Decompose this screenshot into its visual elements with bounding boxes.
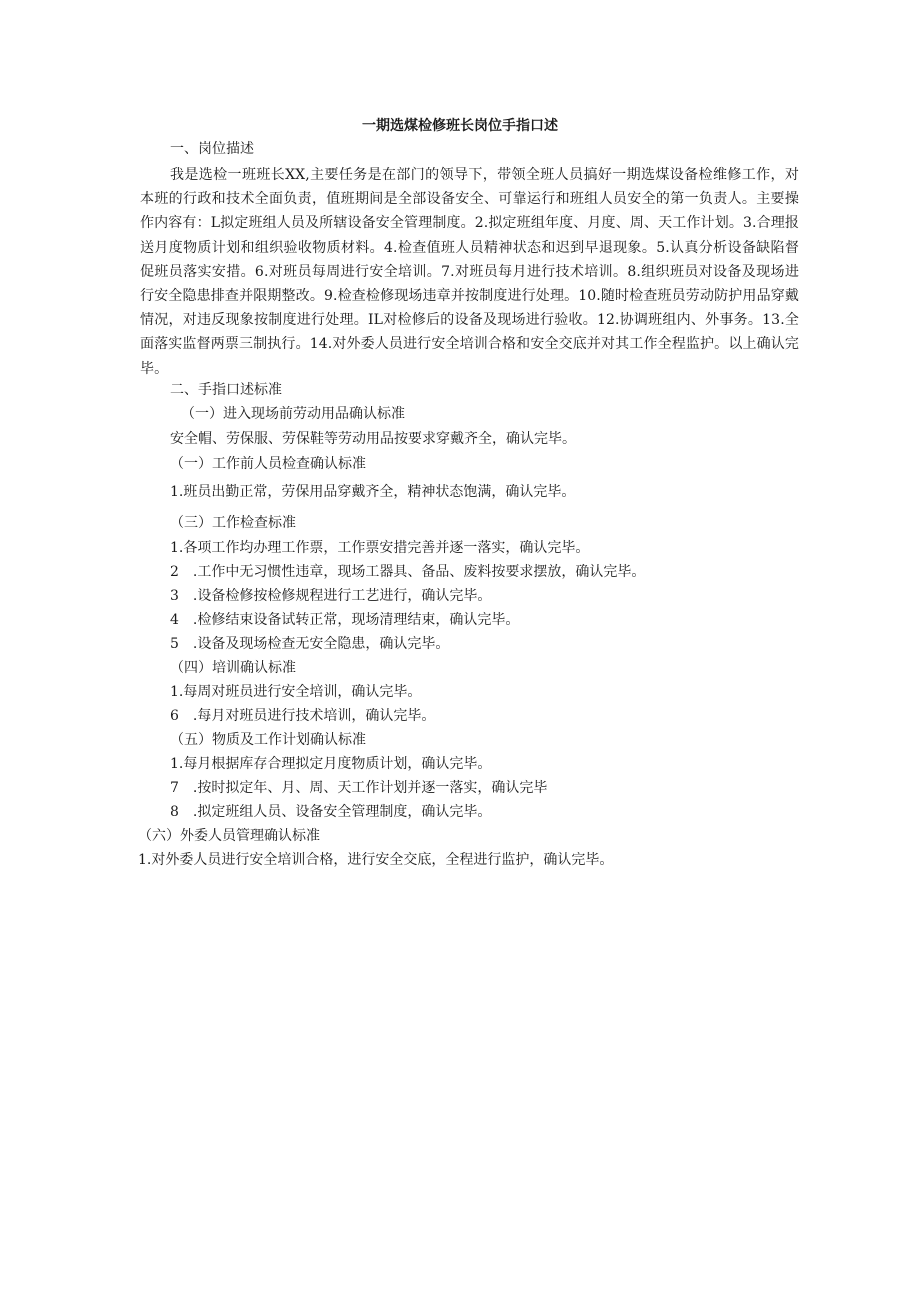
list-item: 1.每周对班员进行安全培训，确认完毕。	[170, 684, 422, 700]
list-item: 安全帽、劳保服、劳保鞋等劳动用品按要求穿戴齐全，确认完毕。	[170, 431, 576, 447]
list-item: 1.班员出勤正常，劳保用品穿戴齐全，精神状态饱满，确认完毕。	[170, 484, 576, 500]
list-item: 3 .设备检修按检修规程进行工艺进行，确认完毕。	[170, 588, 492, 604]
list-item: 1.每月根据库存合理拟定月度物质计划，确认完毕。	[170, 756, 492, 772]
list-item: 5 .设备及现场检查无安全隐患，确认完毕。	[170, 636, 450, 652]
list-item: 8 .拟定班组人员、设备安全管理制度，确认完毕。	[170, 804, 492, 820]
subsection-heading-work-inspection: （三）工作检查标准	[170, 515, 296, 531]
subsection-heading-ppe: （一）进入现场前劳动用品确认标准	[181, 406, 405, 422]
list-item: 4 .检修结束设备试转正常，现场清理结束，确认完毕。	[170, 612, 520, 628]
subsection-heading-material-plan: （五）物质及工作计划确认标准	[170, 732, 366, 748]
list-item: 1.各项工作均办理工作票，工作票安措完善并逐一落实，确认完毕。	[170, 540, 590, 556]
subsection-heading-personnel-check: （一）工作前人员检查确认标准	[170, 456, 366, 472]
list-item: 2 .工作中无习惯性违章，现场工器具、备品、废料按要求摆放，确认完毕。	[170, 564, 646, 580]
job-description-paragraph: 我是选检一班班长XX,主要任务是在部门的领导下，带领全班人员搞好一期选煤设备检维修工作，对本班的行政和技术全面负责，值班期间是全部设备安全、可靠运行和班组人员安全的第一负责人。主要操作内容有：L拟定班组人员及所辖设备安全管理制度。2.拟定班组年度、月度、周、天工作计划。3.合理报送月度物质计划和组织验收物质材料。4.检查值班人员精神状态和迟到早退现象。5.认真分析设备缺陷督促班员落实安措。6.对班员每周进行安全培训。7.对班员每月进行技术培训。8.组织班员对设备及现场进行安全隐患排查并限期整改。9.检查检修现场违章并按制度进行处理。10.随时检查班员劳动防护用品穿戴情况，对违反现象按制度进行处理。IL对检修后的设备及现场进行验收。12.协调班组内、外事务。13.全面落实监督两票三制执行。14.对外委人员进行安全培训合格和安全交底并对其工作全程监护。以上确认完毕。	[140, 167, 799, 377]
section-heading-finger-pointing-standards: 二、手指口述标准	[170, 382, 282, 398]
section-heading-job-description: 一、岗位描述	[170, 141, 254, 157]
list-item: 7 .按时拟定年、月、周、天工作计划并逐一落实，确认完毕	[170, 780, 548, 796]
subsection-heading-contractor-management: （六）外委人员管理确认标准	[138, 828, 320, 844]
list-item: 6 .每月对班员进行技术培训，确认完毕。	[170, 708, 436, 724]
subsection-heading-training: （四）培训确认标准	[170, 660, 296, 676]
document-title: 一期选煤检修班长岗位手指口述	[362, 118, 558, 134]
list-item: 1.对外委人员进行安全培训合格，进行安全交底，全程进行监护，确认完毕。	[138, 852, 614, 868]
